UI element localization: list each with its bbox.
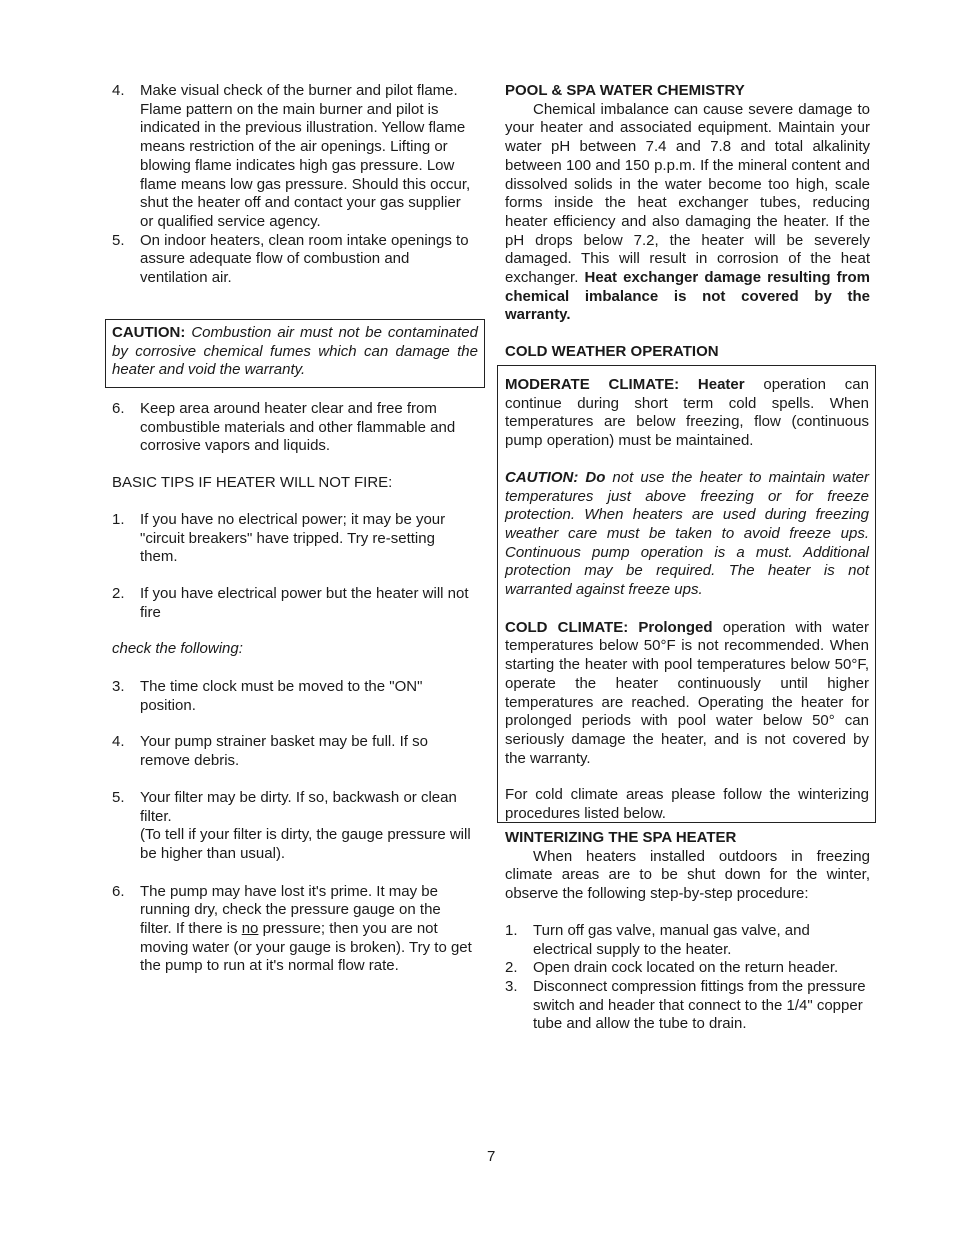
underlined-word: no — [241, 920, 259, 938]
winterizing-heading: WINTERIZING THE SPA HEATER — [505, 829, 737, 846]
left-column-lower — [112, 400, 474, 976]
freeze-caution-text: not use the heater to maintain water temperatures just above freezing or for freeze protection. When heaters are used during freezing weather care must be taken to avoid freeze ups. Continuous pump operation is a must. Additional protection may be required. The heater is not warranted against freeze ups. — [505, 468, 869, 599]
item-number: 6. — [112, 882, 125, 900]
list-item — [112, 789, 474, 864]
item-text: On indoor heaters, clean room intake openings to assure adequate flow of combustion and ventilation air. — [140, 231, 469, 287]
caution-text: Combustion air must not be contaminated by corrosive chemical fumes which can damage the heater and void the warranty. — [112, 324, 478, 379]
page-number: 7 — [487, 1148, 496, 1165]
list-item — [505, 922, 870, 959]
item-text — [140, 883, 474, 977]
caution-box-combustion — [105, 319, 485, 388]
cold-areas-paragraph: For cold climate areas please follow the winterizing procedures listed below. — [505, 786, 869, 823]
item-text: The time clock must be moved to the "ON" position. — [140, 678, 423, 714]
item-text: If you have no electrical power; it may be your "circuit breakers" have tripped. Try re-setting them. — [140, 510, 446, 566]
tips-heading: BASIC TIPS IF HEATER WILL NOT FIRE: — [112, 474, 393, 492]
pool-chemistry-text — [505, 101, 870, 325]
freeze-caution-label: CAUTION: Do — [505, 468, 606, 486]
left-column — [112, 82, 474, 288]
item-text: Make visual check of the burner and pilot flame. Flame pattern on the main burner and pilot is indicated in the previous illustration. Yellow flame means restriction of the air openings. Lifting or blowing flame indicates high gas pressure. Low flame means low gas pressure. Should this occur, shut the heater off and contact your gas supplier or qualified service agency. — [140, 82, 471, 230]
cold-climate-label: COLD CLIMATE: Prolonged — [505, 618, 713, 636]
list-item — [112, 585, 474, 622]
item-number: 2. — [112, 584, 125, 602]
check-following-label: check the following: — [112, 640, 243, 658]
list-item — [112, 678, 474, 715]
item-number: 5. — [112, 231, 125, 249]
step-number: 2. — [505, 959, 518, 977]
step-number: 1. — [505, 921, 518, 939]
freeze-caution-paragraph — [505, 469, 869, 600]
moderate-climate-paragraph — [505, 376, 869, 451]
item-number: 6. — [112, 400, 125, 417]
item-number: 4. — [112, 733, 125, 751]
item-text — [140, 789, 474, 864]
item-text-main: Your filter may be dirty. If so, backwash or clean filter. — [140, 788, 457, 825]
moderate-climate-text: operation can continue during short term cold spells. When temperatures are below freezing, flow (continuous pump operation) must be maintained. — [505, 376, 869, 450]
winterizing-intro: When heaters installed outdoors in freezing climate areas are to be shut down for the winter, observe the following step-by-step procedure: — [505, 847, 870, 903]
right-column-lower — [505, 829, 870, 1034]
caution-label: CAUTION: — [112, 324, 186, 341]
item-number: 3. — [112, 678, 125, 696]
cold-weather-heading: COLD WEATHER OPERATION — [505, 343, 719, 361]
item-text: Keep area around heater clear and free from combustible materials and other flammable and corrosive vapors and liquids. — [140, 400, 456, 455]
item-note: (To tell if your filter is dirty, the gauge pressure will be higher than usual). — [140, 826, 471, 862]
list-item — [112, 82, 474, 232]
list-item — [505, 959, 870, 978]
cold-climate-text: operation with water temperatures below 50°F is not recommended. When starting the heater with pool temperatures below 50°F, operate the heater continuously until higher temperatures are reached. Operating the heater for prolonged periods with pool water below 50° can seriously damage the heater, and is not covered by the warranty. — [505, 618, 869, 767]
item-number: 5. — [112, 788, 125, 806]
cold-climate-paragraph — [505, 619, 869, 769]
list-item — [112, 232, 474, 288]
step-text: Disconnect compression fittings from the pressure switch and header that connect to the 1/4" copper tube and allow the tube to drain. — [533, 977, 866, 1033]
item-number: 4. — [112, 82, 125, 99]
pool-chemistry-body: Chemical imbalance can cause severe damage to your heater and associated equipment. Maintain your water pH between 7.4 and 7.8 and total alkalinity between 100 and 150 p.p.m. If the mineral content and dissolved solids in the water become too high, scale forms inside the heat exchanger tubes, reducing heater efficiency and also damaging the heater. If the pH drops below 7.2, the heater will be severely damaged. This will result in corrosion of the heat exchanger. — [505, 100, 870, 287]
item-text-part-b: pressure; then you are not moving water (or your gauge is broken). Try to get the pump to run at it's normal flow rate. — [140, 920, 472, 975]
step-number: 3. — [505, 977, 518, 995]
item-text-part-a: The pump may have lost it's prime. It may be running dry, check the pressure gauge on the filter. If there is — [140, 882, 441, 938]
pool-chemistry-heading: POOL & SPA WATER CHEMISTRY — [505, 82, 745, 99]
pool-chemistry-warning: Heat exchanger damage resulting from chemical imbalance is not covered by the warranty. — [505, 269, 870, 324]
moderate-climate-label: MODERATE CLIMATE: Heater — [505, 376, 745, 393]
list-item — [112, 733, 474, 770]
item-text: Your pump strainer basket may be full. If so remove debris. — [140, 733, 428, 770]
list-item — [505, 978, 870, 1034]
list-item — [112, 400, 474, 456]
step-text: Open drain cock located on the return header. — [533, 959, 839, 977]
item-number: 1. — [112, 510, 125, 528]
step-text: Turn off gas valve, manual gas valve, and electrical supply to the heater. — [533, 921, 810, 958]
list-item — [112, 511, 474, 567]
right-column — [505, 82, 870, 362]
list-item — [112, 883, 474, 977]
climate-box — [497, 365, 876, 823]
item-text: If you have electrical power but the heater will not fire — [140, 584, 469, 621]
